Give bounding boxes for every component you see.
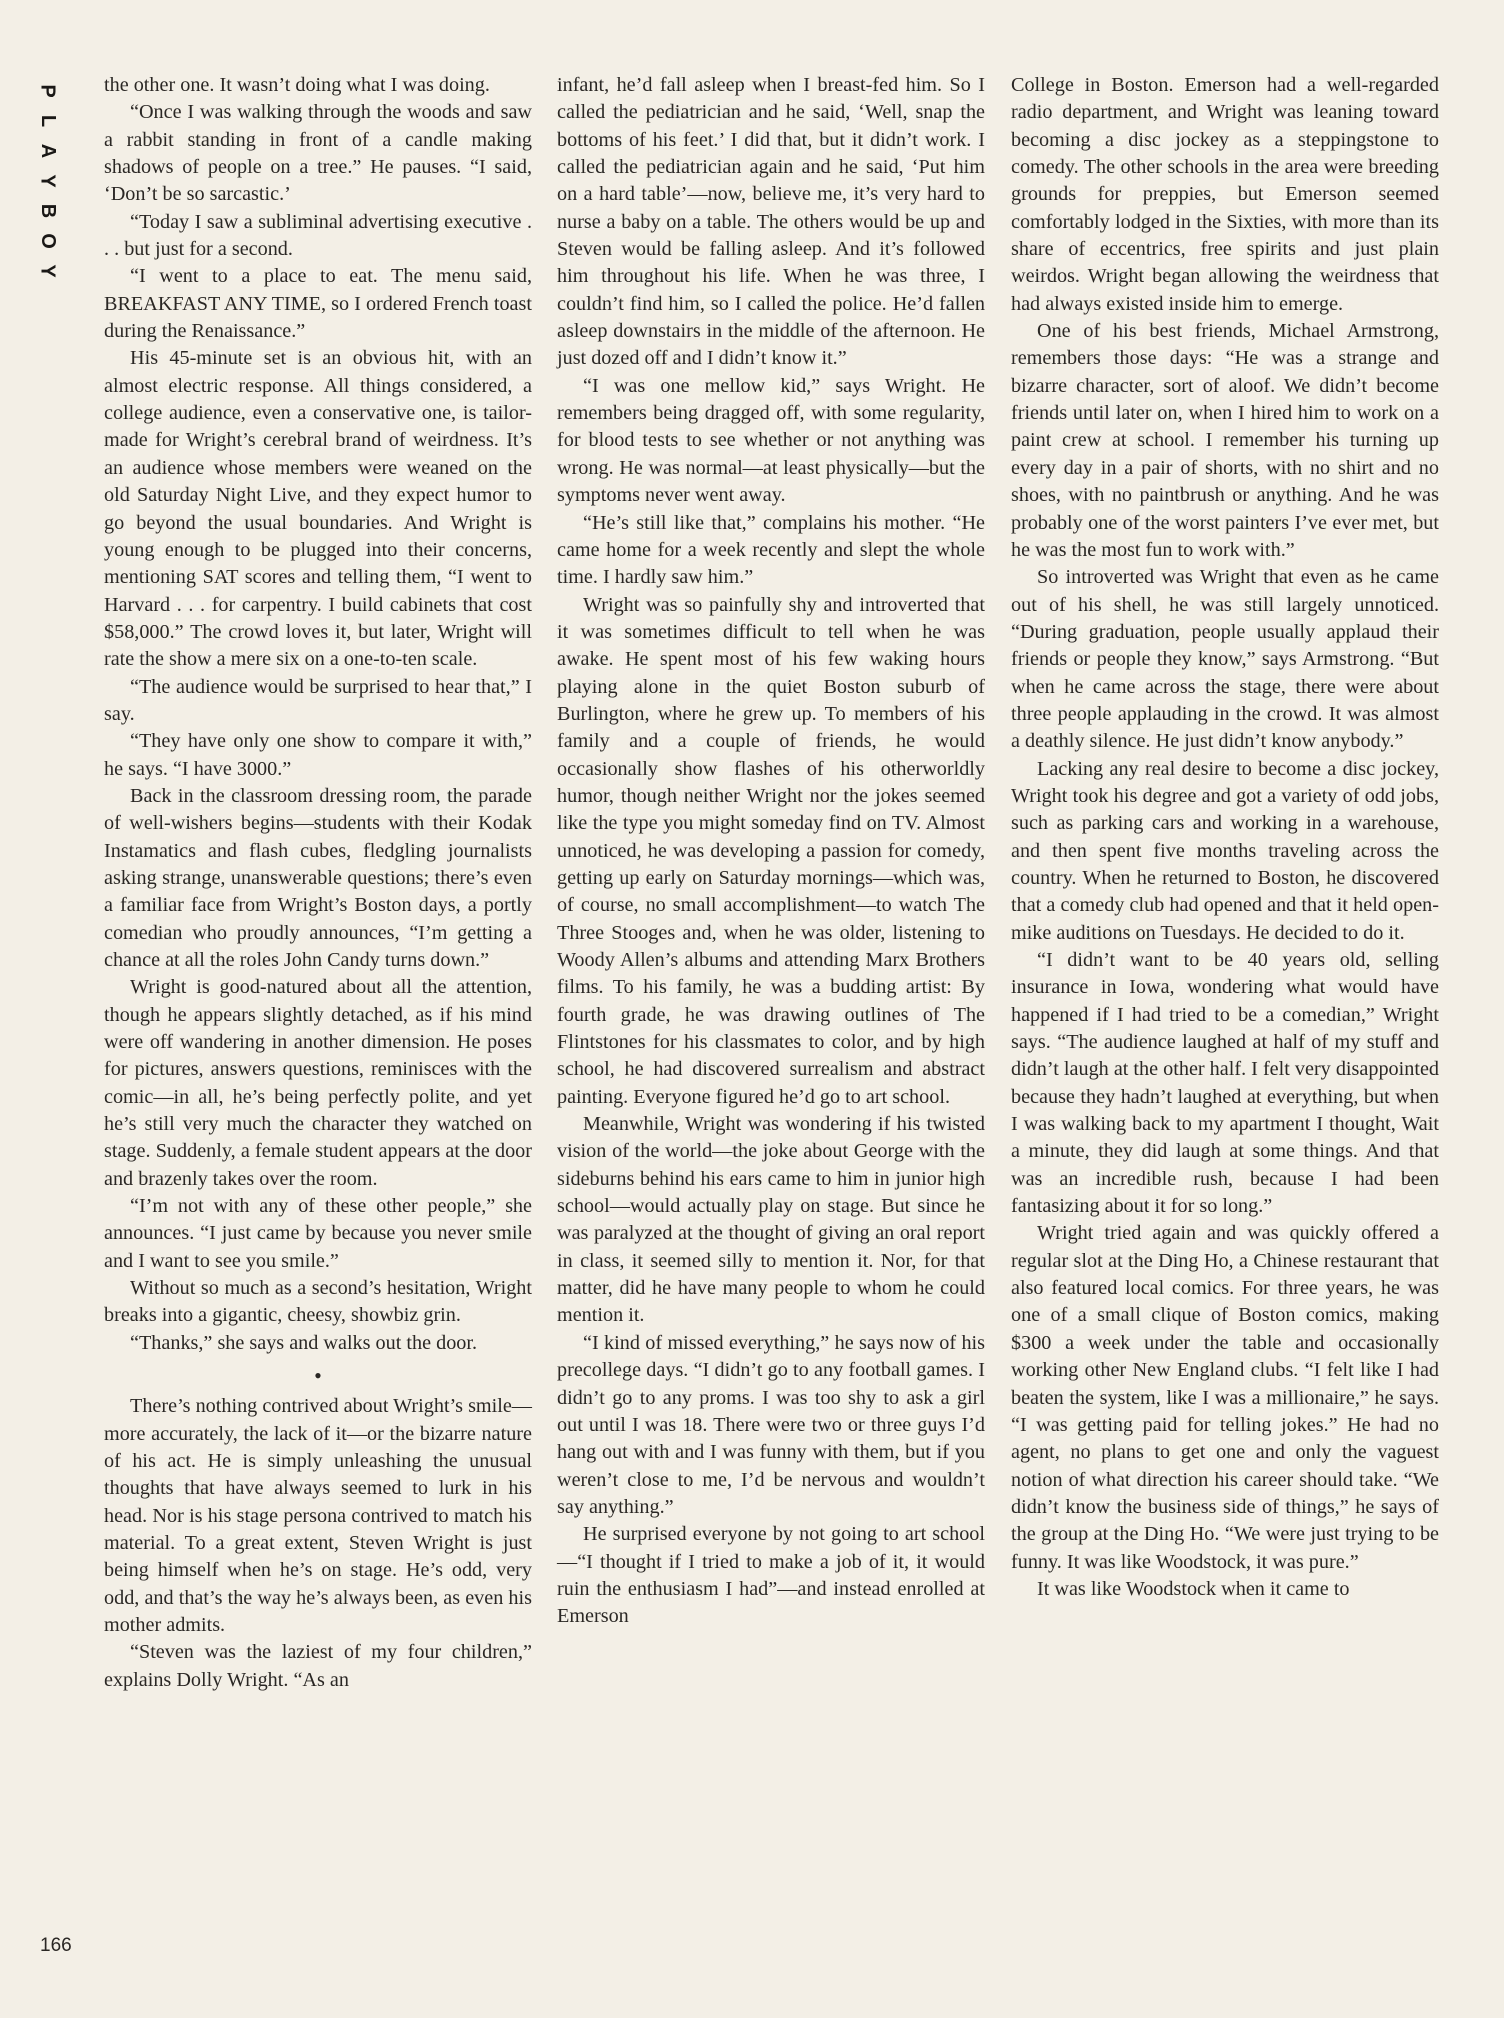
article-paragraph: Lacking any real desire to become a disc jockey, Wright took his degree and got a variety of odd jobs, such as parking cars and working in a warehouse, and then spent five months traveling across the country. When he returned to Boston, he discovered that a comedy club had opened and that it held open-mike auditions on Tuesdays. He decided to do it. (1011, 757, 1439, 944)
article-column-1 (104, 72, 532, 1694)
magazine-name-letter: O (37, 233, 59, 249)
article-column-3 (1011, 72, 1439, 1603)
article-paragraph: Wright is good-natured about all the attention, though he appears slightly detached, as if his mind were off wandering in another dimension. He poses for pictures, answers questions, reminisces with the comic—in all, he’s being perfectly polite, and yet he’s still very much the character they watched on stage. Suddenly, a female student appears at the door and brazenly takes over the room. (104, 976, 532, 1190)
article-paragraph: There’s nothing contrived about Wright’s smile—more accurately, the lack of it—or the bizarre nature of his act. He is simply unleashing the unusual thoughts that have always seemed to lurk in his head. Nor is his stage persona contrived to match his material. To a great extent, Steven Wright is just being himself when he’s on stage. He’s odd, very odd, and that’s the way he’s always been, as even his mother admits. (104, 1395, 532, 1636)
article-paragraph: Wright tried again and was quickly offered a regular slot at the Ding Ho, a Chinese restaurant that also featured local comics. For three years, he was one of a small clique of Boston comics, making $300 a week under the table and occasionally working other New England clubs. “I felt like I had beaten the system, like I was a millionaire,” he says. “I was getting paid for telling jokes.” He had no agent, no plans to get one and only the vaguest notion of what direction his career should take. “We didn’t know the business side of things,” he says of the group at the Ding Ho. “We were just trying to be funny. It was like Woodstock, it was pure.” (1011, 1222, 1439, 1573)
magazine-name-letter: Y (37, 264, 59, 278)
article-paragraph: His 45-minute set is an obvious hit, with an almost electric response. All things considered, a college audience, even a conservative one, is tailor-made for Wright’s cerebral brand of weirdness. It’s an audience whose members were weaned on the old Saturday Night Live, and they expect humor to go beyond the usual boundaries. And Wright is young enough to be plugged into their concerns, mentioning SAT scores and telling them, “I went to Harvard . . . for carpentry. I build cabinets that cost $58,000.” The crowd loves it, but later, Wright will rate the show a mere six on a one-to-ten scale. (104, 347, 532, 671)
article-paragraph: “He’s still like that,” complains his mother. “He came home for a week recently and slept the whole time. I hardly saw him.” (557, 511, 985, 589)
article-paragraph: “I went to a place to eat. The menu said, BREAKFAST ANY TIME, so I ordered French toast during the Renaissance.” (104, 265, 532, 343)
magazine-name-letter: B (36, 203, 59, 219)
magazine-name-letter: L (37, 114, 59, 128)
article-paragraph: It was like Woodstock when it came to (1037, 1577, 1350, 1600)
magazine-name-letter: A (36, 143, 59, 159)
page-number: 166 (40, 1935, 72, 1956)
article-paragraph: “I was one mellow kid,” says Wright. He remembers being dragged off, with some regularity, for blood tests to see whether or not anything was wrong. He was normal—at least physically—but the symptoms never went away. (557, 374, 985, 507)
article-paragraph: He surprised everyone by not going to art school—“I thought if I tried to make a job of it, it would ruin the enthusiasm I had”—and instead enrolled at Emerson (557, 1523, 985, 1628)
article-paragraph: infant, he’d fall asleep when I breast-fed him. So I called the pediatrician and he said, ‘Well, snap the bottoms of his feet.’ I did that, but it didn’t work. I called the pediatrician again and he said, ‘Put him on a hard table’—now, believe me, it’s very hard to nurse a baby on a table. The others would be up and Steven would be falling asleep. And it’s followed him throughout his life. When he was three, I couldn’t find him, so I called the police. He’d fallen asleep downstairs in the middle of the afternoon. He just dozed off and I didn’t know it.” (557, 74, 985, 370)
article-paragraph: “The audience would be surprised to hear that,” I say. (104, 675, 532, 725)
article-paragraph: “They have only one show to compare it with,” he says. “I have 3000.” (104, 730, 532, 780)
article-paragraph: “I’m not with any of these other people,” she announces. “I just came by because you never smile and I want to see you smile.” (104, 1195, 532, 1272)
article-paragraph: Wright was so painfully shy and introverted that it was sometimes difficult to tell when he was awake. He spent most of his few waking hours playing alone in the quiet Boston suburb of Burlington, where he grew up. To members of his family and a couple of friends, he would occasionally show flashes of his otherworldly humor, though neither Wright nor the jokes seemed like the type you might someday find on TV. Almost unnoticed, he was developing a passion for comedy, getting up early on Saturday mornings—which was, of course, no small accomplishment—to watch The Three Stooges and, when he was older, listening to Woody Allen’s albums and attending Marx Brothers films. To his family, he was a budding artist: By fourth grade, he was drawing outlines of The Flintstones for his classmates to color, and by high school, he had discovered surrealism and abstract painting. Everyone figured he’d go to art school. (557, 593, 985, 1108)
article-paragraph: So introverted was Wright that even as he came out of his shell, he was still largely unnoticed. “During graduation, people usually applaud their friends or people they know,” says Armstrong. “But when he came across the stage, there were about three people applauding in the crowd. It was almost a deathly silence. He just didn’t know anybody.” (1011, 566, 1439, 753)
magazine-name-letter: Y (37, 174, 59, 188)
article-paragraph: “Once I was walking through the woods and saw a rabbit standing in front of a candle making shadows of people on a tree.” He pauses. “I said, ‘Don’t be so sarcastic.’ (104, 101, 532, 206)
article-paragraph: Without so much as a second’s hesitation, Wright breaks into a gigantic, cheesy, showbiz grin. (104, 1277, 532, 1327)
magazine-name-letter: P (37, 84, 59, 98)
article-paragraph: One of his best friends, Michael Armstrong, remembers those days: “He was a strange and bizarre character, sort of aloof. We didn’t become friends until later on, when I hired him to work on a paint crew at school. I remember his turning up every day in a pair of shorts, with no shirt and no shoes, with no paintbrush or anything. And he was probably one of the worst painters I’ve ever met, but he was the most fun to work with.” (1011, 320, 1439, 561)
article-paragraph: Back in the classroom dressing room, the parade of well-wishers begins—students with their Kodak Instamatics and flash cubes, fledgling journalists asking strange, unanswerable questions; there’s even a familiar face from Wright’s Boston days, a portly comedian who proudly announces, “I’m getting a chance at all the roles John Candy turns down.” (104, 784, 532, 971)
article-paragraph: “Steven was the laziest of my four children,” explains Dolly Wright. “As an (104, 1641, 532, 1691)
article-paragraph: “I kind of missed everything,” he says now of his precollege days. “I didn’t go to any football games. I didn’t go to any proms. I was too shy to ask a girl out until I was 18. There were two or three guys I’d hang out with and I was funny with them, but if you weren’t close to me, I’d be nervous and wouldn’t say anything.” (557, 1331, 985, 1518)
article-column-2 (557, 72, 985, 1631)
article-paragraph: the other one. It wasn’t doing what I was doing. (104, 74, 490, 96)
article-paragraph: College in Boston. Emerson had a well-regarded radio department, and Wright was leaning toward becoming a disc jockey as a steppingstone to comedy. The other schools in the area were breeding grounds for preppies, but Emerson seemed comfortably lodged in the Sixties, with more than its share of eccentrics, free spirits and just plain weirdos. Wright began allowing the weirdness that had always existed inside him to emerge. (1011, 74, 1439, 315)
article-paragraph: “I didn’t want to be 40 years old, selling insurance in Iowa, wondering what would have happened if I had tried to be a comedian,” Wright says. “The audience laughed at half of my stuff and didn’t laugh at the other half. I felt very disappointed because they hadn’t laughed at everything, but when I was walking back to my apartment I thought, Wait a minute, they did laugh at some things. And that was an incredible rush, because I had been fantasizing about it for so long.” (1011, 949, 1439, 1218)
article-paragraph: Meanwhile, Wright was wondering if his twisted vision of the world—the joke about George with the sideburns behind his ears came to him in junior high school—would actually play on stage. But since he was paralyzed at the thought of giving an oral report in class, it seemed silly to mention it. Nor, for that matter, did he have many people to whom he could mention it. (557, 1113, 985, 1327)
article-paragraph: “Thanks,” she says and walks out the door. (130, 1331, 478, 1354)
article-paragraph: “Today I saw a subliminal advertising executive . . . but just for a second. (104, 210, 532, 261)
section-break-bullet: • (314, 1363, 322, 1389)
magazine-name-vertical (28, 76, 68, 286)
